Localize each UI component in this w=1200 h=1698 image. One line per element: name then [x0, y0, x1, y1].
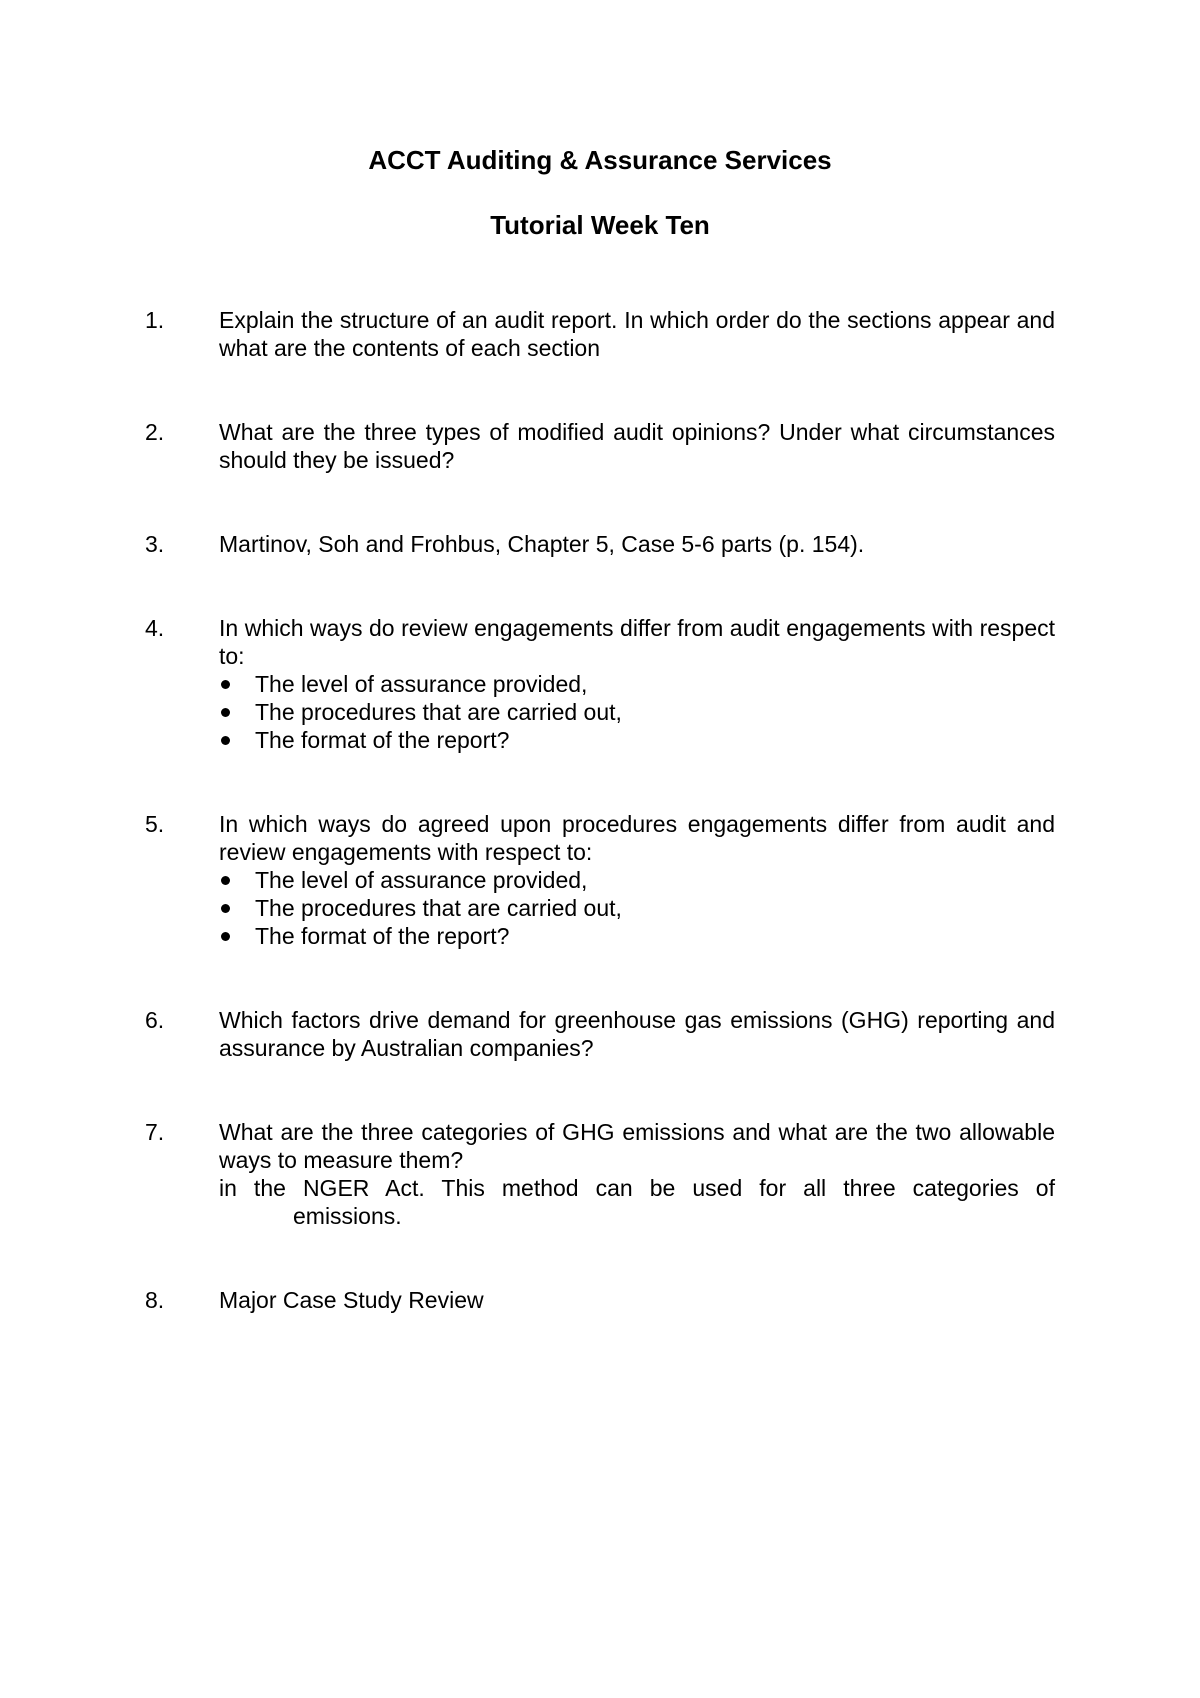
- question-8: [145, 1286, 1055, 1314]
- list-item: [219, 670, 1055, 698]
- list-item: [219, 894, 1055, 922]
- list-item-text: The procedures that are carried out,: [255, 895, 622, 921]
- question-number: 1.: [145, 307, 165, 333]
- question-text: In which ways do agreed upon procedures engagements differ from audit and review engagements with respect to:: [219, 811, 1055, 865]
- bullet-icon: [221, 876, 230, 885]
- document-subtitle: Tutorial Week Ten: [490, 210, 710, 240]
- question-number: 5.: [145, 811, 165, 837]
- bullet-icon: [221, 932, 230, 941]
- list-item-text: The level of assurance provided,: [255, 867, 588, 893]
- bullet-list: [219, 866, 1055, 950]
- bullet-icon: [221, 904, 230, 913]
- question-text: What are the three categories of GHG emissions and what are the two allowable ways to measure them?: [219, 1119, 1055, 1173]
- question-text: Martinov, Soh and Frohbus, Chapter 5, Case 5-6 parts (p. 154).: [219, 531, 865, 557]
- question-6: [145, 1006, 1055, 1062]
- bullet-icon: [221, 708, 230, 717]
- question-text: What are the three types of modified audit opinions? Under what circumstances should they be issued?: [219, 419, 1055, 473]
- list-item-text: The format of the report?: [255, 923, 510, 949]
- note-line-1: in the NGER Act. This method can be used for all three categories of: [219, 1175, 1055, 1201]
- question-3: [145, 530, 1055, 558]
- question-7: [145, 1118, 1055, 1230]
- bullet-icon: [221, 736, 230, 745]
- list-item: [219, 866, 1055, 894]
- question-number: 4.: [145, 615, 165, 641]
- list-item-text: The level of assurance provided,: [255, 671, 588, 697]
- question-text: Major Case Study Review: [219, 1287, 484, 1313]
- document-title: ACCT Auditing & Assurance Services: [368, 145, 832, 175]
- question-number: 6.: [145, 1007, 165, 1033]
- question-number: 3.: [145, 531, 165, 557]
- list-item: [219, 922, 1055, 950]
- question-number: 7.: [145, 1119, 165, 1145]
- question-number: 8.: [145, 1287, 165, 1313]
- list-item: [219, 726, 1055, 754]
- question-text: Explain the structure of an audit report. In which order do the sections appear and what are the contents of each section: [219, 307, 1055, 361]
- note-line-2: emissions.: [293, 1203, 402, 1229]
- question-5: [145, 810, 1055, 950]
- question-2: [145, 418, 1055, 474]
- list-item-text: The procedures that are carried out,: [255, 699, 622, 725]
- question-number: 2.: [145, 419, 165, 445]
- question-text: In which ways do review engagements differ from audit engagements with respect to:: [219, 615, 1055, 669]
- list-item-text: The format of the report?: [255, 727, 510, 753]
- question-note: [219, 1174, 1055, 1230]
- bullet-list: [219, 670, 1055, 754]
- question-1: [145, 306, 1055, 362]
- list-item: [219, 698, 1055, 726]
- bullet-icon: [221, 680, 230, 689]
- question-text: Which factors drive demand for greenhouse gas emissions (GHG) reporting and assurance by Australian companies?: [219, 1007, 1055, 1061]
- question-4: [145, 614, 1055, 754]
